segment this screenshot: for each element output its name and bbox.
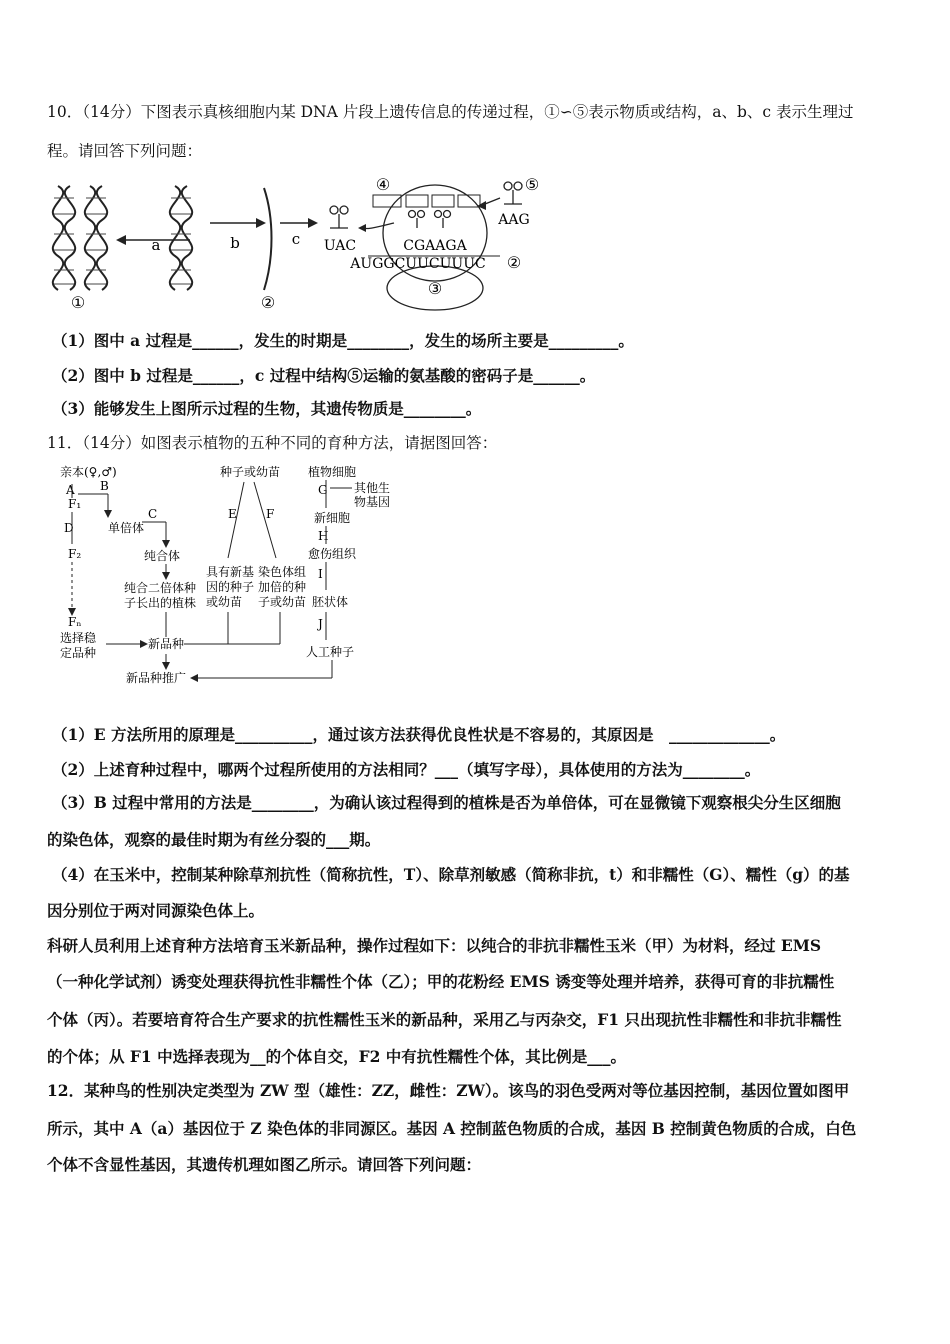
q11-sub4-line6: 的个体；从 F1 中选择表现为__的个体自交，F2 中有抗性糯性个体，其比例是___。 [47, 1047, 627, 1066]
figure-label: F₂ [68, 547, 82, 561]
figure-label: 加倍的种 [258, 580, 307, 594]
figure-label: F [266, 507, 275, 521]
figure-label: E [228, 507, 237, 521]
label-2b: ② [506, 253, 522, 272]
q12-line3: 个体不含显性基因，其遗传机理如图乙所示。请回答下列问题： [47, 1155, 482, 1174]
figure-label: G [318, 483, 328, 497]
figure-label: 染色体组 [258, 565, 307, 579]
figure-label: B [100, 479, 109, 493]
figure-label: 新品种 [148, 637, 185, 651]
figure-label: F₁ [68, 497, 82, 511]
figure-label: 新细胞 [314, 511, 351, 525]
q10-sub1: （1）图中 a 过程是______，发生的时期是________，发生的场所主要是_________。 [52, 331, 634, 350]
label-2: ② [260, 293, 276, 312]
q10-sub2: （2）图中 b 过程是______，c 过程中结构⑤运输的氨基酸的密码子是______。 [52, 366, 596, 385]
figure-label: 选择稳 [60, 631, 97, 645]
figure-label: 单倍体 [108, 521, 145, 535]
figure-label: 其他生 [354, 481, 391, 495]
figure-label: 或幼苗 [206, 595, 243, 609]
label-a: a [151, 236, 161, 254]
figure-label: 人工种子 [306, 645, 355, 659]
q11-sub3-line1: （3）B 过程中常用的方法是________，为确认该过程得到的植株是否为单倍体，可在显微镜下观察根尖分生区细胞 [52, 793, 841, 812]
q11-sub4-line1: （4）在玉米中，控制某种除草剂抗性（简称抗性，T）、除草剂敏感（简称非抗，t）和非糯性（G）、糯性（g）的基 [52, 865, 850, 884]
figure-label: H [318, 529, 329, 543]
figure-label: A [66, 483, 75, 497]
figure-label: 植物细胞 [308, 465, 357, 479]
q12-line2: 所示，其中 A（a）基因位于 Z 染色体的非同源区。基因 A 控制蓝色物质的合成，基因 B 控制黄色物质的合成，白色 [47, 1119, 857, 1138]
aag: AAG [498, 212, 530, 228]
mrna-seq: AUGGCUUCUUUC [350, 256, 486, 272]
q11-sub4-line4: （一种化学试剂）诱变处理获得抗性非糯性个体（乙）；甲的花粉经 EMS 诱变等处理并培养，获得可育的非抗糯性 [47, 972, 835, 991]
label-b: b [230, 234, 240, 252]
label-5: ⑤ [524, 175, 540, 194]
figure-label: J [318, 617, 323, 631]
q10-figure [40, 168, 540, 313]
q10-stem-line1: 10．（14分）下图表示真核细胞内某 DNA 片段上遗传信息的传递过程，①∽⑤表示物质或结构，a、b、c 表示生理过 [47, 103, 854, 121]
figure-label: 具有新基 [206, 565, 255, 579]
figure-label: 胚状体 [312, 595, 349, 609]
label-4: ④ [375, 175, 391, 194]
figure-label: 愈伤组织 [308, 547, 357, 561]
q11-sub1: （1）E 方法所用的原理是__________，通过该方法获得优良性状是不容易的，其原因是 _____________。 [52, 725, 786, 744]
figure-label: 子或幼苗 [258, 595, 307, 609]
dna-helix-pair [53, 186, 107, 290]
figure-label: I [318, 567, 323, 581]
figure-label: 因的种子 [206, 580, 255, 594]
q10-sub3: （3）能够发生上图所示过程的生物，其遗传物质是________。 [52, 399, 482, 418]
q10-stem-line2: 程。请回答下列问题： [47, 142, 203, 160]
figure-label: 纯合体 [144, 549, 181, 563]
figure-label: C [148, 507, 158, 521]
cgaaga: CGAAGA [403, 238, 467, 254]
q11-figure [56, 462, 396, 692]
figure-label: Fₙ [68, 615, 82, 629]
q11-sub2: （2）上述育种过程中，哪两个过程所使用的方法相同？___（填写字母），具体使用的方法为________。 [52, 760, 761, 779]
figure-label: 纯合二倍体种 [124, 581, 197, 595]
label-3: ③ [427, 279, 443, 298]
figure-label: D [64, 521, 74, 535]
figure-label: 种子或幼苗 [220, 465, 281, 479]
q11-sub3-line2: 的染色体，观察的最佳时期为有丝分裂的___期。 [47, 830, 381, 849]
figure-label: 亲本(♀,♂) [60, 465, 117, 479]
q12-line1: 12．某种鸟的性别决定类型为 ZW 型（雄性：ZZ，雌性：ZW）。该鸟的羽色受两对等位基因控制，基因位置如图甲 [47, 1081, 850, 1100]
figure-label: 新品种推广 [126, 671, 187, 685]
dna-helix-single [170, 186, 192, 290]
figure-label: 物基因 [354, 495, 391, 509]
figure-label: 定品种 [60, 646, 97, 660]
label-1: ① [70, 293, 86, 312]
label-c: c [291, 230, 301, 248]
q11-sub4-line5: 个体（丙）。若要培育符合生产要求的抗性糯性玉米的新品种，采用乙与丙杂交，F1 只出现抗性非糯性和非抗非糯性 [47, 1010, 842, 1029]
q11-stem: 11．（14分）如图表示植物的五种不同的育种方法，请据图回答： [47, 434, 498, 452]
q11-sub4-line2: 因分别位于两对同源染色体上。 [47, 901, 265, 920]
q11-sub4-line3: 科研人员利用上述育种方法培育玉米新品种，操作过程如下：以纯合的非抗非糯性玉米（甲）为材料，经过 EMS [47, 936, 822, 955]
figure-label: 子长出的植株 [124, 596, 197, 610]
uac: UAC [323, 238, 357, 254]
